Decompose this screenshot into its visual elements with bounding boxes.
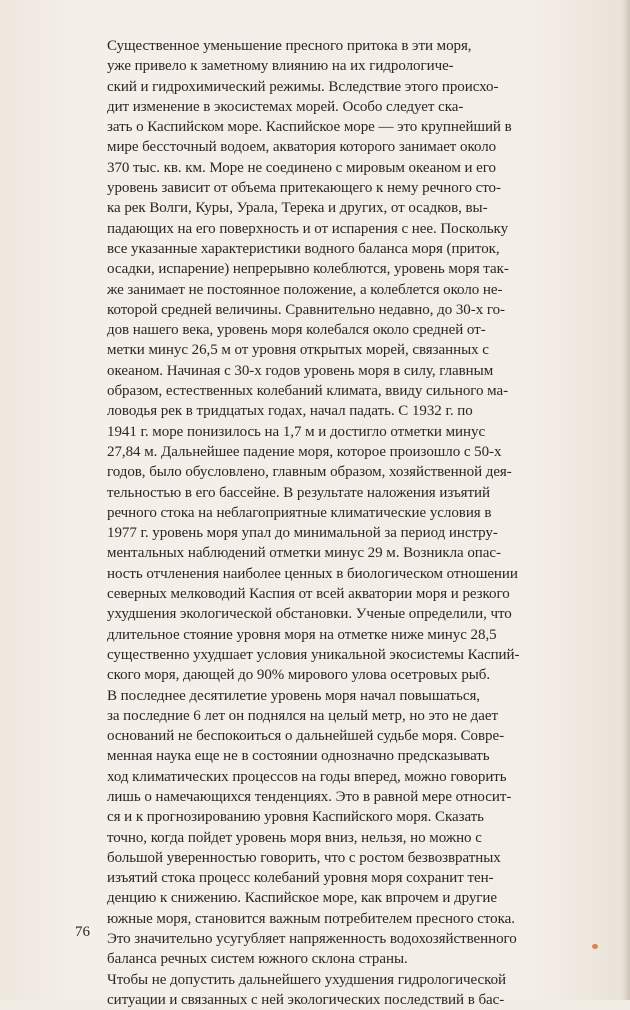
text-line: осадки, испарение) непрерывно колеблются, уровень моря так- xyxy=(107,261,509,278)
text-line: за последние 6 лет он поднялся на целый метр, но это не дает xyxy=(107,707,498,724)
text-line: падающих на его поверхность и от испарения с нее. Поскольку xyxy=(107,220,509,237)
text-line: большой уверенностью говорить, что с ростом безвозвратных xyxy=(107,849,501,866)
text-line: Это значительно усугубляет напряженность водохозяйственного xyxy=(107,931,517,948)
text-line: ский и гидрохимический режимы. Вследствие этого происхо- xyxy=(107,78,499,95)
text-line: баланса речных систем южного склона страны. xyxy=(107,951,408,968)
text-line: В последнее десятилетие уровень моря начал повышаться, xyxy=(107,687,480,704)
text-line: метки минус 26,5 м от уровня открытых морей, связанных с xyxy=(107,342,489,359)
text-line: ход климатических процессов на годы вперед, можно говорить xyxy=(107,768,507,785)
page-spine-shadow xyxy=(622,0,630,1000)
ink-spot xyxy=(592,944,598,949)
text-line: оснований не беспокоиться о дальнейшей судьбе моря. Совре- xyxy=(107,728,505,745)
text-line: точно, когда пойдет уровень моря вниз, нельзя, но можно с xyxy=(107,829,482,846)
paragraph-2 xyxy=(76,686,613,970)
text-line: тельностью в его бассейне. В результате наложения изъятий xyxy=(107,484,490,501)
text-line: дит изменение в экосистемах морей. Особо следует ска- xyxy=(107,98,464,115)
text-line: 1977 г. уровень моря упал до минимальной за период инстру- xyxy=(107,525,498,542)
paragraph-1 xyxy=(76,36,613,686)
text-line: северных мелководий Каспия от всей акватории моря и резкого xyxy=(107,586,510,603)
text-line: изъятий стока процесс колебаний уровня моря сохранит тен- xyxy=(107,870,494,887)
text-line: ловодья рек в тридцатых годах, начал падать. С 1932 г. по xyxy=(107,403,473,420)
text-line: речного стока на неблагоприятные климатические условия в xyxy=(107,504,492,521)
text-line: существенно ухудшает условия уникальной экосистемы Каспий- xyxy=(107,646,520,663)
paragraph-3 xyxy=(76,970,613,1010)
text-line: же занимает не постоянное положение, а колеблется около не- xyxy=(107,281,503,298)
text-line: 1941 г. море понизилось на 1,7 м и достигло отметки минус xyxy=(107,423,486,440)
page-number: 76 xyxy=(75,924,90,940)
text-line: ситуации и связанных с ней экологических последствий в бас- xyxy=(107,991,505,1008)
text-line: ского моря, дающей до 90% мирового улова осетровых рыб. xyxy=(107,667,491,684)
text-line: мире бессточный водоем, акватория которого занимает около xyxy=(107,139,497,156)
text-line: 27,84 м. Дальнейшее падение моря, которое произошло с 50-х xyxy=(107,443,502,460)
text-line: ность отчленения наиболее ценных в биологическом отношении xyxy=(107,565,518,582)
text-line: ментальных наблюдений отметки минус 29 м. Возникла опас- xyxy=(107,545,501,562)
text-line: океаном. Начиная с 30-х годов уровень моря в силу, главным xyxy=(107,362,494,379)
text-line: уже привело к заметному влиянию на их гидрологиче- xyxy=(107,58,454,75)
text-line: 370 тыс. кв. км. Море не соединено с мировым океаном и его xyxy=(107,159,496,176)
text-line: ка рек Волги, Куры, Урала, Терека и других, от осадков, вы- xyxy=(107,200,488,217)
text-line: уровень зависит от объема притекающего к нему речного сто- xyxy=(107,180,501,197)
text-line: все указанные характеристики водного баланса моря (приток, xyxy=(107,240,500,257)
text-line: южные моря, становится важным потребителем пресного стока. xyxy=(107,910,515,927)
page-body-text xyxy=(76,36,613,1010)
text-line: Чтобы не допустить дальнейшего ухудшения гидрологической xyxy=(107,971,507,988)
text-line: менная наука еще не в состоянии однозначно предсказывать xyxy=(107,748,490,765)
text-line: которой средней величины. Сравнительно недавно, до 30-х го- xyxy=(107,301,505,318)
text-line: ухудшения экологической обстановки. Ученые определили, что xyxy=(107,606,512,623)
text-line: годов, было обусловлено, главным образом, хозяйственной дея- xyxy=(107,464,512,481)
text-line: лишь о намечающихся тенденциях. Это в равной мере относит- xyxy=(107,788,512,805)
text-line: денцию к снижению. Каспийское море, как впрочем и другие xyxy=(107,890,497,907)
text-line: ся и к прогнозированию уровня Каспийского моря. Сказать xyxy=(107,809,484,826)
text-line: зать о Каспийском море. Каспийское море — это крупнейший в xyxy=(107,119,512,136)
text-line: Существенное уменьшение пресного притока в эти моря, xyxy=(107,38,472,54)
text-line: дов нашего века, уровень моря колебался около средней от- xyxy=(107,322,486,339)
text-line: длительное стояние уровня моря на отметке ниже минус 28,5 xyxy=(107,626,497,643)
text-line: образом, естественных колебаний климата, ввиду сильного ма- xyxy=(107,383,509,400)
